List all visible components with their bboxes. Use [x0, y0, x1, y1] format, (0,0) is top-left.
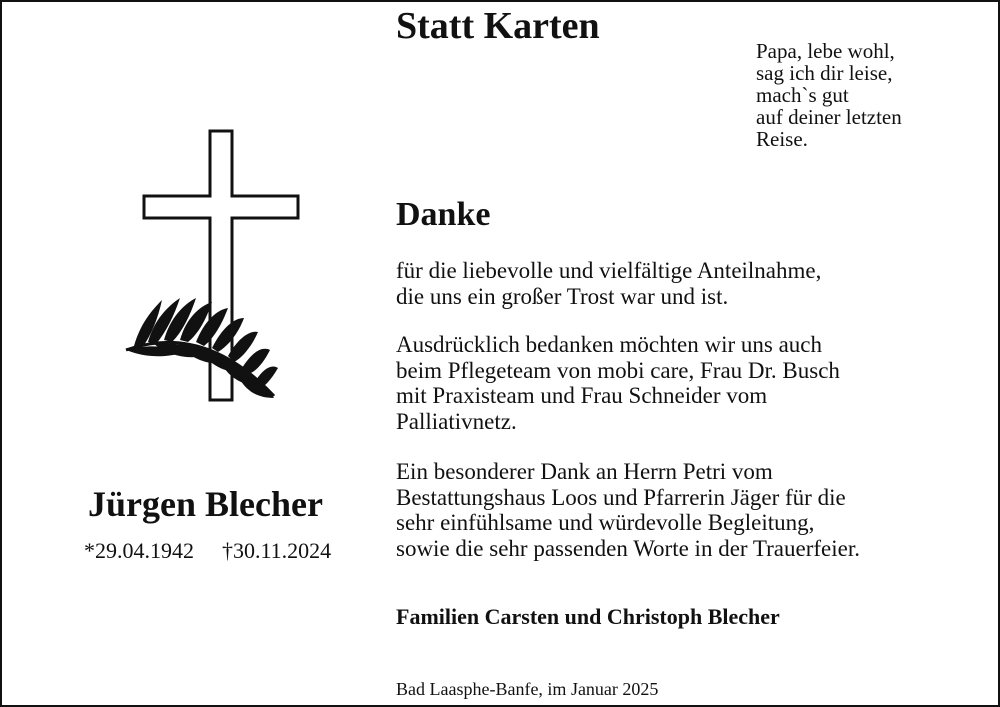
death-date: †30.11.2024 [222, 538, 332, 563]
text-line: Ein besonderer Dank an Herrn Petri vom [396, 459, 773, 484]
poem [756, 40, 986, 150]
text-line: beim Pflegeteam von mobi care, Frau Dr. Busch [396, 357, 840, 383]
text-line: mit Praxisteam und Frau Schneider vom [396, 383, 768, 408]
text-line: sehr einfühlsame und würdevolle Begleitung, [396, 510, 815, 535]
cross-with-palm-branch-icon [114, 128, 304, 408]
text-line: für die liebevolle und vielfältige Anteilnahme, [396, 258, 822, 283]
headline: Statt Karten [396, 5, 600, 47]
poem-line: Reise. [756, 127, 808, 151]
text-line: die uns ein großer Trost war und ist. [396, 283, 729, 309]
poem-line: sag ich dir leise, [756, 61, 893, 85]
thanks-paragraph-2 [396, 332, 840, 434]
birth-date: *29.04.1942 [84, 538, 194, 563]
thanks-heading: Danke [396, 196, 491, 233]
text-line: Bestattungshaus Loos und Pfarrerin Jäger für die [396, 484, 846, 510]
poem-line: Papa, lebe wohl, [756, 39, 895, 63]
poem-line: mach`s gut [756, 83, 849, 107]
family-signature: Familien Carsten und Christoph Blecher [396, 604, 780, 629]
text-line: Ausdrücklich bedanken möchten wir uns auch [396, 332, 823, 357]
deceased-name: Jürgen Blecher [88, 484, 323, 524]
life-dates [84, 538, 331, 564]
text-line: sowie die sehr passenden Worte in der Trauerfeier. [396, 535, 860, 561]
poem-line: auf deiner letzten [756, 105, 902, 129]
text-line: Palliativnetz. [396, 408, 517, 434]
thanks-paragraph-1 [396, 258, 821, 309]
thanks-paragraph-3 [396, 459, 860, 561]
place-date: Bad Laasphe-Banfe, im Januar 2025 [396, 679, 659, 699]
